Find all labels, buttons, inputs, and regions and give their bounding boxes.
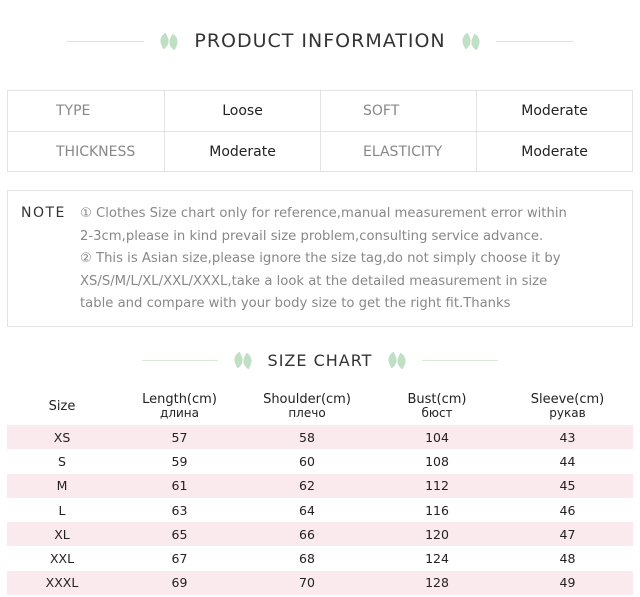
column-header-sublabel: бюст (421, 406, 453, 420)
product-info-title: PRODUCT INFORMATION (194, 30, 446, 52)
table-row (7, 522, 633, 546)
info-row (8, 131, 632, 171)
heading-divider-right (422, 360, 498, 361)
length-cell: 63 (171, 502, 188, 518)
length-cell: 67 (171, 551, 188, 567)
product-info-table (7, 90, 633, 172)
info-value-type: Loose (164, 91, 320, 131)
note-box (7, 190, 633, 327)
heading-divider-left (142, 360, 218, 361)
bust-cell: 124 (425, 551, 449, 567)
note-line: XS/S/M/L/XL/XXL/XXXL,take a look at the detailed measurement in size (80, 273, 548, 289)
column-header-bust (372, 387, 502, 425)
sleeve-cell: 47 (559, 526, 576, 542)
length-cell: 61 (171, 478, 188, 494)
size-cell: XXL (49, 551, 75, 567)
length-cell: 65 (171, 526, 188, 542)
heading-divider-right (496, 41, 574, 42)
size-cell: XL (54, 526, 70, 542)
leaf-icon (158, 34, 180, 48)
column-header-label: Size (48, 398, 76, 414)
bust-cell: 120 (425, 526, 449, 542)
column-header-label: Shoulder(cm) (263, 392, 351, 407)
column-header-size (7, 387, 117, 425)
table-row (7, 571, 633, 595)
table-row (7, 425, 633, 449)
leaf-icon (386, 353, 408, 367)
info-key-type: TYPE (56, 103, 91, 119)
note-line: table and compare with your body size to get the right fit.Thanks (80, 296, 511, 311)
sleeve-cell: 43 (559, 429, 576, 445)
info-key-soft: SOFT (320, 91, 476, 131)
size-cell: M (56, 478, 68, 494)
note-line: ① Clothes Size chart only for reference,manual measurement error within (80, 206, 567, 221)
column-header-length (117, 387, 242, 425)
table-row (7, 474, 633, 498)
info-value-soft: Moderate (476, 91, 632, 131)
size-chart-header-row (7, 387, 633, 425)
column-header-shoulder (242, 387, 372, 425)
length-cell: 59 (171, 453, 188, 469)
column-header-label: Bust(cm) (407, 392, 467, 407)
bust-cell: 116 (425, 502, 449, 518)
length-cell: 69 (171, 575, 188, 591)
sleeve-cell: 44 (559, 453, 576, 469)
sleeve-cell: 45 (559, 478, 576, 494)
column-header-sublabel: плечо (288, 406, 326, 420)
column-header-label: Sleeve(cm) (530, 392, 605, 407)
bust-cell: 104 (425, 429, 449, 445)
shoulder-cell: 58 (299, 429, 315, 445)
sleeve-cell: 46 (559, 502, 576, 518)
size-cell: L (58, 502, 66, 518)
sleeve-cell: 49 (559, 575, 576, 591)
size-chart-title: SIZE CHART (267, 350, 373, 370)
column-header-sublabel: длина (160, 406, 199, 420)
bust-cell: 128 (425, 575, 449, 591)
column-header-sleeve (502, 387, 633, 425)
column-header-label: Length(cm) (142, 392, 217, 407)
shoulder-cell: 70 (299, 575, 315, 591)
product-info-heading (0, 26, 640, 56)
bust-cell: 112 (425, 478, 449, 494)
note-line: ② This is Asian size,please ignore the size tag,do not simply choose it by (80, 251, 561, 266)
shoulder-cell: 62 (299, 478, 315, 494)
sleeve-cell: 48 (559, 551, 576, 567)
shoulder-cell: 64 (299, 502, 315, 518)
shoulder-cell: 60 (299, 453, 315, 469)
info-value-thickness: Moderate (164, 132, 320, 171)
info-key-thickness: THICKNESS (56, 143, 136, 160)
info-row (8, 91, 632, 131)
note-line: 2-3cm,please in kind prevail size problem,consulting service advance. (80, 228, 544, 244)
note-text (80, 203, 620, 316)
size-chart-heading (0, 347, 640, 373)
size-chart-table (7, 387, 633, 595)
table-row (7, 449, 633, 473)
bust-cell: 108 (425, 453, 449, 469)
heading-divider-left (66, 41, 144, 42)
shoulder-cell: 66 (299, 526, 315, 542)
size-cell: S (58, 453, 66, 469)
leaf-icon (232, 353, 254, 367)
table-row (7, 546, 633, 570)
note-label: NOTE (21, 205, 66, 221)
column-header-sublabel: рукав (549, 406, 586, 420)
shoulder-cell: 68 (299, 551, 315, 567)
size-cell: XS (53, 429, 71, 445)
size-cell: XXXL (45, 575, 79, 591)
table-row (7, 498, 633, 522)
length-cell: 57 (171, 429, 188, 445)
info-value-elasticity: Moderate (476, 132, 632, 171)
info-key-elasticity: ELASTICITY (320, 132, 476, 171)
leaf-icon (460, 34, 482, 48)
